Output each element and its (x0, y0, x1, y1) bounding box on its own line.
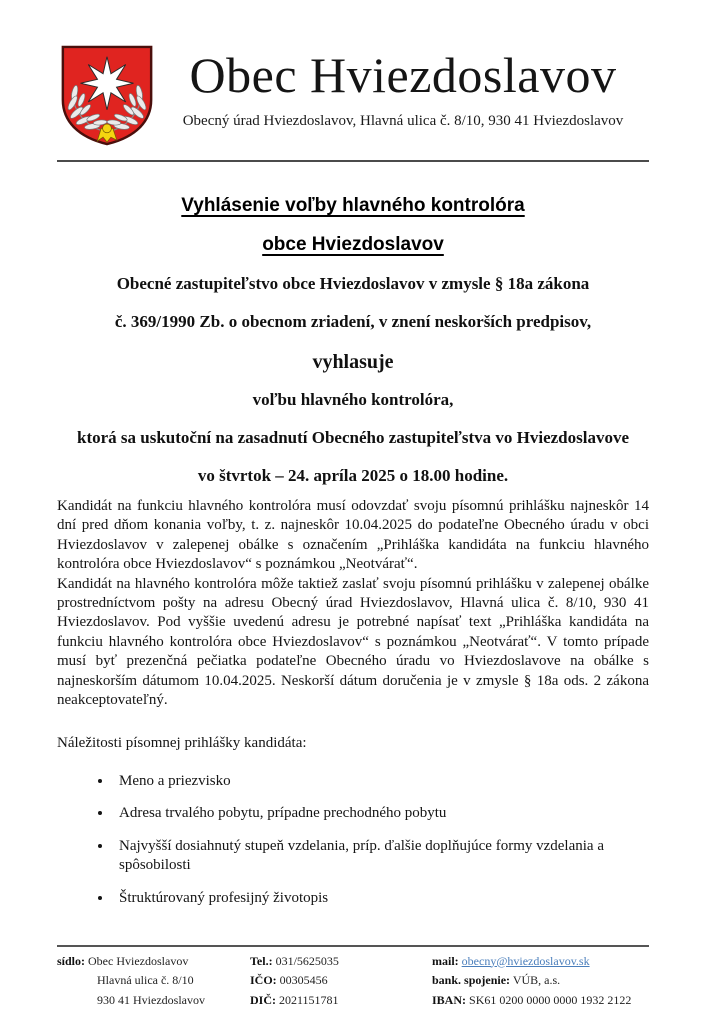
footer-line (57, 952, 250, 972)
footer-line (250, 952, 432, 972)
declare-word: vyhlasuje (312, 351, 394, 373)
letterhead (57, 0, 649, 148)
document-title-line2: obce Hviezdoslavov (262, 234, 444, 255)
intro-line-2: č. 369/1990 Zb. o obecnom zriadení, v znení neskorších predpisov, (114, 312, 592, 331)
intro-line-1: Obecné zastupiteľstvo obce Hviezdoslavov v zmysle § 18a zákona (116, 274, 590, 293)
municipality-title: Obec Hviezdoslavov (189, 47, 617, 103)
footer-line (432, 991, 649, 1011)
address-line: Hlavná ulica č. 8/10 (97, 973, 194, 987)
dic-label: DIČ: (250, 992, 276, 1007)
phone-value: 031/5625035 (275, 953, 339, 968)
paragraph-delivery-in-person: Kandidát na funkciu hlavného kontrolóra musí odovzdať svoju písomnú prihlášku najneskôr 14 dní pred dňom konania voľby, t. z. najneskôr 10.04.2025 do podateľne Obecného úradu v obci Hviezdoslavov v zalepenej obálke s označením „Prihláška kandidáta na funkciu hlavného kontrolóra obce Hviezdoslavov“ s poznámkou „Neotvárať“. (57, 498, 649, 573)
footer-line (250, 991, 432, 1011)
declare-line-2: ktorá sa uskutoční na zasadnutí Obecného zastupiteľstva vo Hviezdoslavove (76, 428, 629, 447)
list-item: • Najvyšší dosiahnutý stupeň vzdelania, príp. ďalšie doplňujúce formy vzdelania a spôsobilosti (113, 837, 649, 876)
bank-value: VÚB, a.s. (512, 973, 561, 987)
footer-address-column (57, 952, 250, 1011)
declare-line-1: voľbu hlavného kontrolóra, (252, 390, 454, 409)
phone-label: Tel.: (250, 953, 273, 968)
requirements-heading: Náležitosti písomnej prihlášky kandidáta: (57, 735, 307, 752)
mail-label: mail: (432, 953, 459, 968)
address-label: sídlo: (57, 953, 86, 968)
list-item: • Meno a priezvisko (113, 772, 649, 791)
declare-line-3: vo štvrtok – 24. apríla 2025 o 18.00 hodine. (197, 466, 509, 485)
document-body (57, 162, 649, 921)
footer-line (432, 971, 649, 991)
iban-label: IBAN: (432, 992, 467, 1007)
footer-contact-column (250, 952, 432, 1011)
document-title-line1: Vyhlásenie voľby hlavného kontrolóra (181, 195, 525, 216)
footer-line (250, 971, 432, 991)
letterhead-text (157, 44, 649, 130)
paragraph-delivery-by-post: Kandidát na hlavného kontrolóra môže taktiež zaslať svoju písomnú prihlášku v zalepenej obálke prostredníctvom pošty na adresu Obecný úrad Hviezdoslavov, Hlavná ulica č. 8/10, 930 41 Hviezdoslavov. Pod vyššie uvedenú adresu je potrebné napísať text „Prihláška kandidáta na funkciu hlavného kontrolóra obce Hviezdoslavov“ s poznámkou „Neotvárať“. V tomto prípade musí byť prezenčná pečiatka podateľne Obecného úradu vo Hviezdoslavove na obálke s najneskorším dátumom 10.04.2025. Neskorší dátum doručenia je v zmysle § 18a ods. 2 zákona neakceptovateľný. (57, 575, 649, 709)
footer-divider (57, 945, 649, 947)
bank-label: bank. spojenie: (432, 973, 511, 987)
ico-value: 00305456 (279, 973, 328, 987)
address-line: Obec Hviezdoslavov (88, 953, 189, 968)
email-link[interactable]: obecny@hviezdoslavov.sk (461, 953, 590, 968)
list-item: • Adresa trvalého pobytu, prípadne prechodného pobytu (113, 804, 649, 823)
document-footer (57, 945, 649, 1011)
requirements-list (57, 772, 649, 908)
footer-line (432, 952, 649, 972)
iban-value: SK61 0200 0000 0000 1932 2122 (469, 992, 632, 1007)
municipality-address: Obecný úrad Hviezdoslavov, Hlavná ulica č. 8/10, 930 41 Hviezdoslavov (182, 113, 624, 129)
list-item: • Štruktúrovaný profesijný životopis (113, 889, 649, 908)
dic-value: 2021151781 (279, 992, 339, 1007)
footer-bank-column (432, 952, 649, 1011)
ico-label: IČO: (250, 973, 277, 987)
address-line: 930 41 Hviezdoslavov (97, 992, 205, 1007)
coat-of-arms-icon (57, 44, 157, 148)
